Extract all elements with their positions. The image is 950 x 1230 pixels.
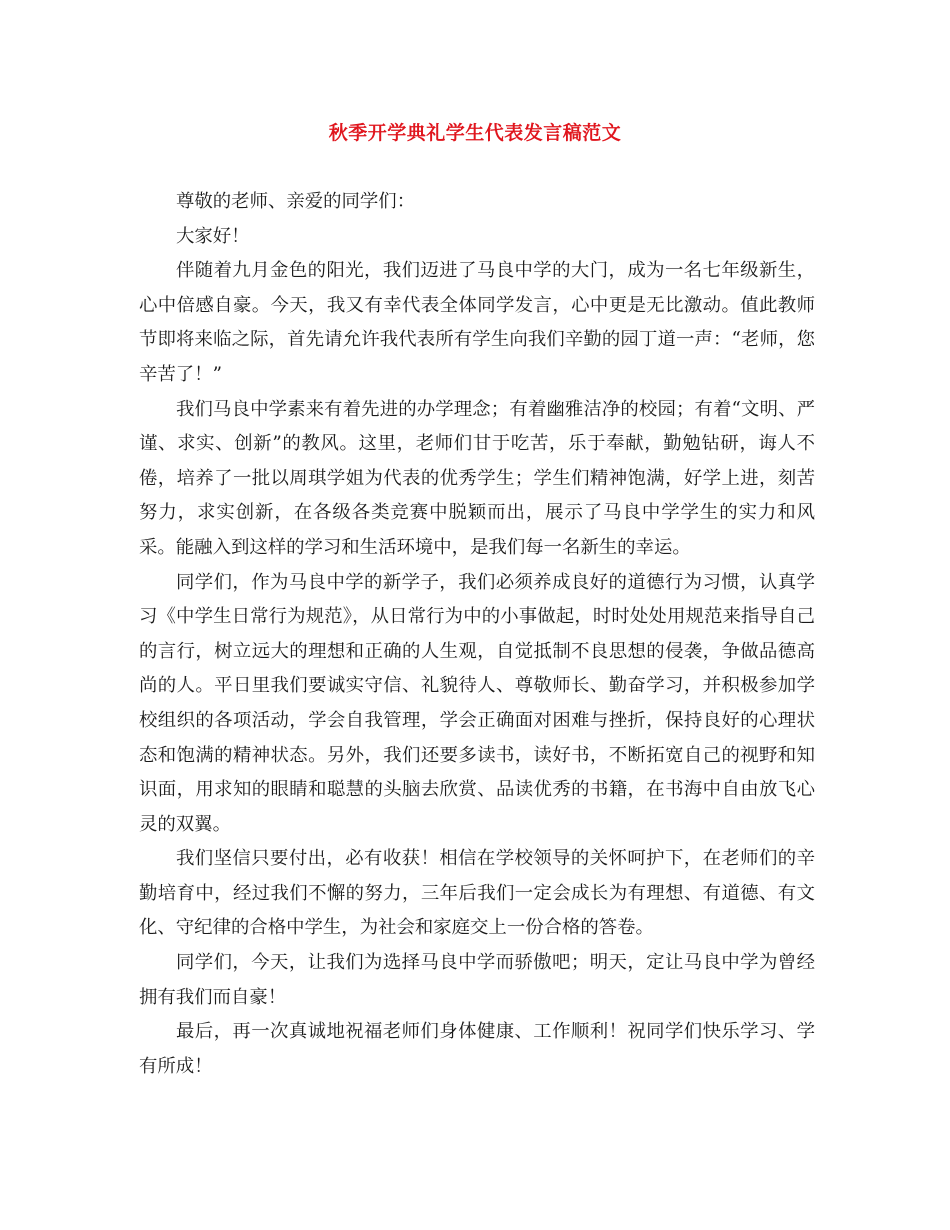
paragraph: 同学们，作为马良中学的新学子，我们必须养成良好的道德行为习惯，认真学习《中学生日常行为规范》，从日常行为中的小事做起，时时处处用规范来指导自己的言行，树立远大的理想和正确的人生观，自觉抵制不良思想的侵袭，争做品德高尚的人。平日里我们要诚实守信、礼貌待人、尊敬师长、勤奋学习，并积极参加学校组织的各项活动，学会自我管理，学会正确面对困难与挫折，保持良好的心理状态和饱满的精神状态。另外，我们还要多读书，读好书，不断拓宽自己的视野和知识面，用求知的眼睛和聪慧的头脑去欣赏、品读优秀的书籍，在书海中自由放飞心灵的双翼。 (139, 571, 815, 835)
document-body (139, 185, 815, 1084)
closing-paragraph: 最后，再一次真诚地祝福老师们身体健康、工作顺利！祝同学们快乐学习、学有所成！ (139, 1021, 815, 1077)
salutation: 尊敬的老师、亲爱的同学们： (176, 191, 416, 212)
paragraph: 伴随着九月金色的阳光，我们迈进了马良中学的大门，成为一名七年级新生，心中倍感自豪。今天，我又有幸代表全体同学发言，心中更是无比激动。值此教师节即将来临之际，首先请允许我代表所有学生向我们辛勤的园丁道一声：“老师，您辛苦了！” (139, 260, 815, 385)
paragraph: 同学们，今天，让我们为选择马良中学而骄傲吧；明天，定让马良中学为曾经拥有我们而自豪！ (139, 952, 815, 1008)
greeting: 大家好！ (176, 225, 250, 247)
paragraph: 我们马良中学素来有着先进的办学理念；有着幽雅洁净的校园；有着“文明、严谨、求实、创新”的教风。这里，老师们甘于吃苦，乐于奉献，勤勉钻研，诲人不倦，培养了一批以周琪学姐为代表的优秀学生；学生们精神饱满，好学上进，刻苦努力，求实创新，在各级各类竞赛中脱颖而出，展示了马良中学学生的实力和风采。能融入到这样的学习和生活环境中，是我们每一名新生的幸运。 (139, 398, 815, 558)
paragraph: 我们坚信只要付出，必有收获！相信在学校领导的关怀呵护下，在老师们的辛勤培育中，经过我们不懈的努力，三年后我们一定会成长为有理想、有道德、有文化、守纪律的合格中学生，为社会和家庭交上一份合格的答卷。 (139, 848, 815, 939)
document-title: 秋季开学典礼学生代表发言稿范文 (328, 122, 622, 144)
